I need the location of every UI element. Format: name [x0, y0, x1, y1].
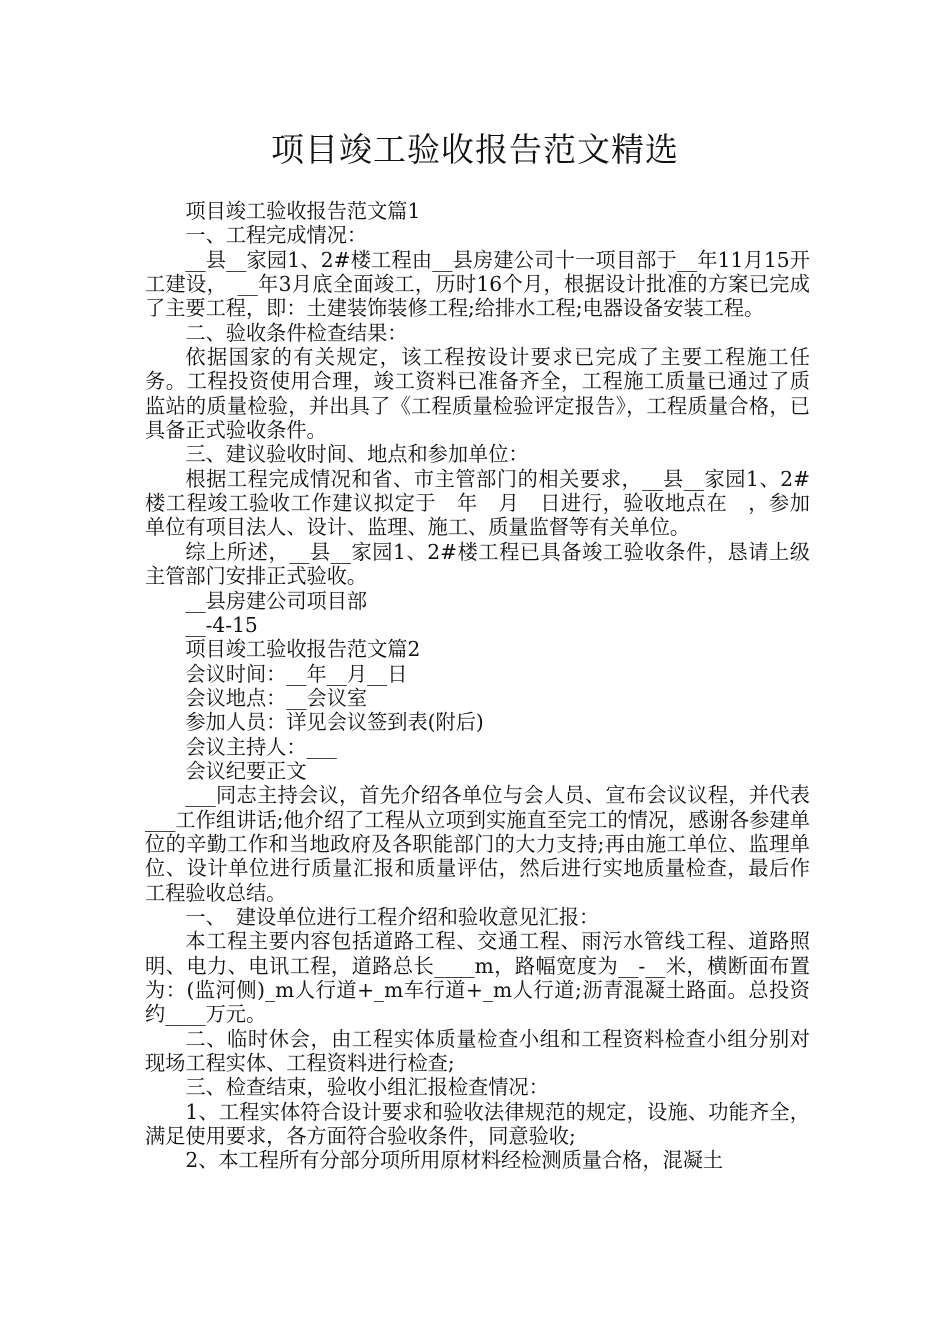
section-heading: 一、 建设单位进行工程介绍和验收意见汇报： — [185, 904, 600, 929]
meeting-attendees: 参加人员：详见会议签到表(附后) — [185, 710, 484, 735]
section-heading: 一、工程完成情况： — [185, 223, 368, 248]
signature-org: __县房建公司项目部 — [185, 588, 368, 613]
list-item: 2、本工程所有分部分项所用原材料经检测质量合格，混凝土 — [185, 1148, 724, 1173]
paragraph: 二、临时休会，由工程实体质量检查小组和工程资料检查小组分别对现场工程实体、工程资料进行检查; — [145, 1026, 810, 1076]
list-item: 1、工程实体符合设计要求和验收法律规范的规定，设施、功能齐全，满足使用要求，各方面符合验收条件，同意验收; — [145, 1099, 810, 1149]
meeting-location: 会议地点：__会议室 — [185, 685, 368, 710]
paragraph: 综上所述，__县__家园1、2#楼工程已具备竣工验收条件，恳请上级主管部门安排正式验收。 — [145, 539, 810, 589]
section-heading: 二、验收条件检查结果： — [185, 320, 408, 345]
meeting-time: 会议时间：__年__月__日 — [185, 661, 408, 686]
article-2-heading: 项目竣工验收报告范文篇2 — [185, 637, 421, 662]
section-heading: 三、建议验收时间、地点和参加单位： — [185, 442, 529, 467]
article-1-heading: 项目竣工验收报告范文篇1 — [185, 199, 421, 223]
signature-date: __-4-15 — [185, 612, 258, 637]
paragraph: 依据国家的有关规定，该工程按设计要求已完成了主要工程施工任务。工程投资使用合理，竣工资料已准备齐全，工程施工质量已通过了质监站的质量检验，并出具了《工程质量检验评定报告》，工程质量合格，已具备正式验收条件。 — [145, 345, 810, 443]
document-title: 项目竣工验收报告范文精选 — [271, 130, 679, 169]
meeting-host: 会议主持人：___ — [185, 734, 337, 759]
section-heading: 三、检查结束，验收小组汇报检查情况： — [185, 1075, 549, 1100]
paragraph: ___同志主持会议，首先介绍各单位与会人员、宣布会议议程，并代表___工作组讲话;他介绍了工程从立项到实施直至完工的情况，感谢各参建单位的辛勤工作和当地政府及各职能部门的大力支持;再由施工单位、监理单位、设计单位进行质量汇报和质量评估，然后进行实地质量检查，最后作工程验收总结。 — [145, 783, 810, 905]
paragraph: 本工程主要内容包括道路工程、交通工程、雨污水管线工程、道路照明、电力、电讯工程，道路总长____m，路幅宽度为__-__米，横断面布置为：(监河侧)_m人行道+_m车行道+_m人行道;沥青混凝土路面。总投资约____万元。 — [145, 929, 810, 1027]
minutes-heading: 会议纪要正文 — [185, 758, 307, 783]
paragraph: __县__家园1、2#楼工程由__县房建公司十一项目部于__年11月15开工建设， __年3月底全面竣工，历时16个月，根据设计批准的方案已完成了主要工程，即：土建装饰装修工程;给排水工程;电器设备安装工程。 — [145, 247, 810, 321]
paragraph: 根据工程完成情况和省、市主管部门的相关要求，__县__家园1、2#楼工程竣工验收工作建议拟定于 年 月 日进行，验收地点在 ，参加单位有项目法人、设计、监理、施工、质量监督等有关单位。 — [145, 466, 810, 540]
document-body — [145, 199, 810, 1173]
